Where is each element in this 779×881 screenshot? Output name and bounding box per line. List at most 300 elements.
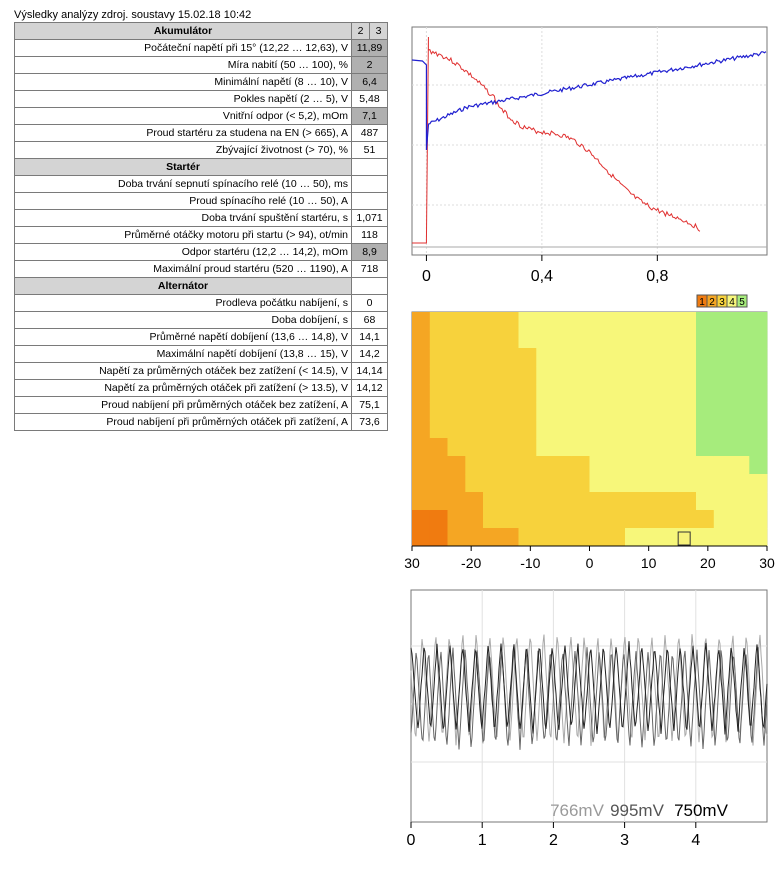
heatmap-cell (661, 456, 679, 474)
heatmap-cell (696, 438, 714, 456)
heatmap-cell (643, 402, 661, 420)
heatmap-cell (661, 402, 679, 420)
heatmap-cell (430, 492, 448, 510)
heatmap-cell (714, 438, 732, 456)
heatmap-cell (430, 312, 448, 330)
heatmap-cell (643, 474, 661, 492)
x-tick-label: 0 (421, 268, 431, 285)
heatmap-cell (714, 510, 732, 528)
heatmap-cell (661, 510, 679, 528)
heatmap-cell (607, 384, 625, 402)
heatmap-cell (554, 312, 572, 330)
heatmap-cell (448, 474, 466, 492)
row-value: 14,2 (352, 346, 388, 363)
heatmap-cell (572, 456, 590, 474)
heatmap-cell (448, 420, 466, 438)
heatmap-cell (554, 456, 572, 474)
heatmap-cell (448, 366, 466, 384)
heatmap-cell (430, 420, 448, 438)
heatmap-cell (732, 348, 750, 366)
row-value (352, 176, 388, 193)
table-row (15, 295, 388, 312)
row-label: Vnitřní odpor (< 5,2), mOm (15, 108, 352, 125)
heatmap-cell (412, 330, 430, 348)
heatmap-cell (643, 528, 661, 546)
heatmap-cell (572, 402, 590, 420)
heatmap-cell (465, 330, 483, 348)
x-tick-label: 0 (406, 832, 416, 849)
table-row (15, 244, 388, 261)
heatmap-cell (678, 402, 696, 420)
x-tick-label: 10 (640, 555, 657, 571)
heatmap-cell (661, 348, 679, 366)
heatmap-cell (714, 528, 732, 546)
heatmap-cell (572, 528, 590, 546)
heatmap-cell (696, 528, 714, 546)
heatmap-cell (678, 492, 696, 510)
heatmap-cell (749, 528, 767, 546)
heatmap-cell (661, 330, 679, 348)
table-row (15, 397, 388, 414)
heatmap-cell (590, 528, 608, 546)
heatmap-cell (519, 330, 537, 348)
heatmap-cell (448, 492, 466, 510)
heatmap-cell (732, 456, 750, 474)
heatmap-cell (448, 384, 466, 402)
heatmap-cell (590, 330, 608, 348)
heatmap-cell (412, 312, 430, 330)
row-value: 2 (352, 57, 388, 74)
heatmap-cell (732, 384, 750, 402)
heatmap-cell (501, 312, 519, 330)
row-value: 118 (352, 227, 388, 244)
heatmap-cell (430, 528, 448, 546)
heatmap-cell (519, 528, 537, 546)
row-label: Zbývající životnost (> 70), % (15, 142, 352, 159)
heatmap-cell (501, 456, 519, 474)
row-value: 8,9 (352, 244, 388, 261)
heatmap-cell (678, 510, 696, 528)
heatmap-cell (732, 492, 750, 510)
section-header-row (15, 159, 388, 176)
table-row (15, 91, 388, 108)
heatmap-cell (749, 474, 767, 492)
heatmap-cell (678, 312, 696, 330)
heatmap-cell (501, 420, 519, 438)
heatmap-cell (536, 456, 554, 474)
chart-plot-area (412, 27, 767, 255)
heatmap-cell (465, 528, 483, 546)
row-label: Prodleva počátku nabíjení, s (15, 295, 352, 312)
row-value: 0 (352, 295, 388, 312)
heatmap-cell (519, 510, 537, 528)
heatmap-cell (412, 438, 430, 456)
heatmap-cell (696, 348, 714, 366)
heatmap-cell (448, 348, 466, 366)
heatmap-cell (749, 456, 767, 474)
heatmap-cell (714, 456, 732, 474)
heatmap-cell (625, 438, 643, 456)
heatmap-cell (643, 330, 661, 348)
heatmap-cell (483, 330, 501, 348)
row-label: Proud nabíjení při průměrných otáček bez zatížení, A (15, 397, 352, 414)
heatmap-cell (643, 366, 661, 384)
heatmap-cell (696, 330, 714, 348)
heatmap-cell (590, 312, 608, 330)
table-row (15, 108, 388, 125)
table-row (15, 261, 388, 278)
heatmap-cell (412, 402, 430, 420)
heatmap-cell (465, 456, 483, 474)
table-row (15, 414, 388, 431)
heatmap-cell (661, 438, 679, 456)
heatmap-cell (483, 402, 501, 420)
heatmap-cell (412, 384, 430, 402)
heatmap-cell (643, 492, 661, 510)
heatmap-cell (448, 528, 466, 546)
heatmap-cell (536, 474, 554, 492)
heatmap-cell (465, 348, 483, 366)
heatmap-cell (554, 510, 572, 528)
heatmap-cell (607, 366, 625, 384)
heatmap-cell (590, 492, 608, 510)
heatmap-cell (590, 510, 608, 528)
heatmap-cell (572, 438, 590, 456)
heatmap-cell (625, 456, 643, 474)
heatmap-cell (732, 330, 750, 348)
row-label: Průměrné otáčky motoru při startu (> 94), ot/min (15, 227, 352, 244)
heatmap-cell (749, 366, 767, 384)
oscillogram-chart (405, 588, 779, 851)
heatmap-cell (536, 384, 554, 402)
heatmap-cell (501, 438, 519, 456)
row-value: 718 (352, 261, 388, 278)
heatmap-cell (732, 366, 750, 384)
heatmap-cell (643, 420, 661, 438)
heatmap-cell (714, 312, 732, 330)
heatmap-cell (643, 384, 661, 402)
heatmap-cell (501, 528, 519, 546)
heatmap-cell (732, 420, 750, 438)
heatmap-cell (519, 384, 537, 402)
heatmap-cell (590, 366, 608, 384)
row-value: 75,1 (352, 397, 388, 414)
heatmap-cell (732, 402, 750, 420)
row-value (352, 193, 388, 210)
heatmap-cell (590, 384, 608, 402)
heatmap-cell (536, 492, 554, 510)
heatmap-cell (572, 474, 590, 492)
heatmap-cell (732, 510, 750, 528)
heatmap-cell (696, 402, 714, 420)
heatmap-cell (465, 438, 483, 456)
table-row (15, 193, 388, 210)
heatmap-cell (696, 492, 714, 510)
heatmap-cell (536, 510, 554, 528)
table-header-row (15, 23, 388, 40)
heatmap-cell (749, 312, 767, 330)
row-label: Doba trvání sepnutí spínacího relé (10 … 50), ms (15, 176, 352, 193)
heatmap-cell (625, 510, 643, 528)
table-row (15, 380, 388, 397)
heatmap-cell (678, 348, 696, 366)
legend-label: 5 (739, 297, 745, 308)
report-title: Výsledky analýzy zdroj. soustavy 15.02.18 10:42 (14, 9, 252, 21)
heatmap-cell (483, 456, 501, 474)
heatmap-cell (465, 384, 483, 402)
section-header: Startér (15, 159, 352, 176)
heatmap-cell (483, 492, 501, 510)
x-tick-label: 0,8 (646, 268, 669, 285)
heatmap-cell (572, 330, 590, 348)
heatmap-cell (572, 312, 590, 330)
heatmap-cell (430, 510, 448, 528)
heatmap-cell (412, 366, 430, 384)
x-tick-label: 4 (691, 832, 701, 849)
voltage-readout: 995mV (610, 801, 664, 820)
heatmap-cell (732, 528, 750, 546)
heatmap-cell (554, 330, 572, 348)
heatmap-cell (661, 492, 679, 510)
heatmap-cell (483, 510, 501, 528)
row-label: Minimální napětí (8 … 10), V (15, 74, 352, 91)
heatmap-cell (536, 402, 554, 420)
x-tick-label: -10 (520, 555, 541, 571)
heatmap-cell (661, 474, 679, 492)
table-row (15, 210, 388, 227)
x-tick-label: 2 (548, 832, 558, 849)
row-value: 73,6 (352, 414, 388, 431)
table-row (15, 346, 388, 363)
row-label: Proud startéru za studena na EN (> 665), A (15, 125, 352, 142)
current-point-marker (678, 532, 690, 545)
starter-curve-chart (410, 25, 779, 285)
heatmap-cell (430, 330, 448, 348)
heatmap-cell (607, 492, 625, 510)
heatmap-cell (465, 312, 483, 330)
heatmap-cell (465, 402, 483, 420)
heatmap-cell (430, 456, 448, 474)
row-value: 1,071 (352, 210, 388, 227)
heatmap-cell (625, 312, 643, 330)
alternator-heatmap (404, 293, 779, 576)
heatmap-cell (625, 348, 643, 366)
x-tick-label: -20 (461, 555, 482, 571)
heatmap-cell (412, 420, 430, 438)
heatmap-cell (483, 312, 501, 330)
heatmap-cell (519, 348, 537, 366)
heatmap-cell (590, 348, 608, 366)
heatmap-cell (749, 492, 767, 510)
row-value: 6,4 (352, 74, 388, 91)
row-label: Průměrné napětí dobíjení (13,6 … 14,8), V (15, 329, 352, 346)
heatmap-cell (607, 510, 625, 528)
heatmap-cell (448, 312, 466, 330)
voltage-readout: 766mV (550, 801, 604, 820)
heatmap-cell (732, 438, 750, 456)
heatmap-cell (714, 492, 732, 510)
heatmap-cell (465, 366, 483, 384)
heatmap-cell (412, 348, 430, 366)
heatmap-cell (483, 420, 501, 438)
heatmap-cell (696, 510, 714, 528)
heatmap-cell (465, 474, 483, 492)
heatmap-cell (590, 438, 608, 456)
heatmap-cell (714, 420, 732, 438)
heatmap-cell (448, 438, 466, 456)
heatmap-cell (519, 474, 537, 492)
heatmap-cell (590, 456, 608, 474)
heatmap-cell (448, 510, 466, 528)
heatmap-cell (483, 366, 501, 384)
heatmap-cell (643, 456, 661, 474)
voltage-readout: 750mV (674, 801, 728, 820)
heatmap-cell (554, 348, 572, 366)
legend-label: 1 (699, 297, 705, 308)
table-row (15, 142, 388, 159)
heatmap-cell (483, 474, 501, 492)
heatmap-cell (678, 366, 696, 384)
heatmap-cell (501, 366, 519, 384)
x-tick-label: 20 (700, 555, 716, 571)
heatmap-cell (625, 330, 643, 348)
heatmap-cell (554, 492, 572, 510)
heatmap-cell (696, 384, 714, 402)
heatmap-cell (625, 420, 643, 438)
heatmap-cell (678, 438, 696, 456)
row-label: Doba dobíjení, s (15, 312, 352, 329)
heatmap-cell (430, 348, 448, 366)
heatmap-cell (607, 420, 625, 438)
heatmap-cell (696, 456, 714, 474)
heatmap-cell (430, 438, 448, 456)
row-value: 14,1 (352, 329, 388, 346)
row-value: 51 (352, 142, 388, 159)
heatmap-cell (678, 474, 696, 492)
heatmap-cell (678, 420, 696, 438)
heatmap-cell (714, 330, 732, 348)
table-row (15, 40, 388, 57)
heatmap-cell (732, 312, 750, 330)
heatmap-cell (572, 348, 590, 366)
heatmap-cell (412, 492, 430, 510)
heatmap-cell (625, 402, 643, 420)
heatmap-cell (661, 528, 679, 546)
table-row (15, 74, 388, 91)
heatmap-cell (536, 528, 554, 546)
row-value: 14,14 (352, 363, 388, 380)
heatmap-cell (430, 402, 448, 420)
heatmap-cell (572, 384, 590, 402)
row-label: Napětí za průměrných otáček bez zatížení (< 14.5), V (15, 363, 352, 380)
heatmap-cell (501, 330, 519, 348)
heatmap-cell (554, 438, 572, 456)
heatmap-cell (483, 348, 501, 366)
heatmap-cell (554, 528, 572, 546)
row-label: Doba trvání spuštění startéru, s (15, 210, 352, 227)
row-value: 487 (352, 125, 388, 142)
column-header: 3 (370, 23, 388, 40)
heatmap-cell (643, 510, 661, 528)
heatmap-cell (554, 420, 572, 438)
heatmap-cell (590, 474, 608, 492)
heatmap-cell (749, 438, 767, 456)
legend-label: 4 (729, 297, 735, 308)
heatmap-cell (678, 384, 696, 402)
heatmap-cell (554, 366, 572, 384)
heatmap-cell (519, 366, 537, 384)
section-header-row (15, 278, 388, 295)
heatmap-cell (607, 402, 625, 420)
heatmap-cell (696, 420, 714, 438)
heatmap-cell (572, 510, 590, 528)
heatmap-cell (749, 384, 767, 402)
heatmap-cell (696, 474, 714, 492)
heatmap-cell (536, 420, 554, 438)
heatmap-cell (696, 312, 714, 330)
heatmap-cell (749, 402, 767, 420)
table-row (15, 227, 388, 244)
row-value: 5,48 (352, 91, 388, 108)
heatmap-cell (430, 366, 448, 384)
heatmap-cell (643, 312, 661, 330)
heatmap-cell (661, 312, 679, 330)
heatmap-cell (448, 330, 466, 348)
heatmap-cell (483, 528, 501, 546)
row-value: 7,1 (352, 108, 388, 125)
heatmap-cell (714, 348, 732, 366)
heatmap-cell (607, 312, 625, 330)
heatmap-cell (625, 474, 643, 492)
heatmap-cell (536, 312, 554, 330)
heatmap-cell (519, 402, 537, 420)
heatmap-cell (607, 528, 625, 546)
heatmap-cell (661, 420, 679, 438)
heatmap-cell (572, 492, 590, 510)
heatmap-cell (412, 474, 430, 492)
row-label: Odpor startéru (12,2 … 14,2), mOm (15, 244, 352, 261)
heatmap-cell (714, 384, 732, 402)
heatmap-cell (625, 384, 643, 402)
heatmap-cell (501, 384, 519, 402)
heatmap-cell (590, 402, 608, 420)
heatmap-cell (572, 366, 590, 384)
row-label: Počáteční napětí při 15° (12,22 … 12,63), V (15, 40, 352, 57)
heatmap-cell (554, 384, 572, 402)
section-header: Alternátor (15, 278, 352, 295)
heatmap-cell (430, 384, 448, 402)
heatmap-cell (412, 528, 430, 546)
row-label: Napětí za průměrných otáček při zatížení (> 13.5), V (15, 380, 352, 397)
row-label: Pokles napětí (2 … 5), V (15, 91, 352, 108)
x-tick-label: 30 (759, 555, 775, 571)
heatmap-cell (430, 474, 448, 492)
row-label: Maximální napětí dobíjení (13,8 … 15), V (15, 346, 352, 363)
heatmap-cell (519, 312, 537, 330)
heatmap-cell (607, 330, 625, 348)
heatmap-cell (501, 348, 519, 366)
heatmap-cell (519, 456, 537, 474)
heatmap-cell (625, 528, 643, 546)
heatmap-cell (412, 456, 430, 474)
heatmap-cell (519, 420, 537, 438)
row-value: 11,89 (352, 40, 388, 57)
heatmap-cell (501, 492, 519, 510)
heatmap-cell (448, 456, 466, 474)
heatmap-cell (625, 492, 643, 510)
x-tick-label: 3 (620, 832, 630, 849)
section-header: Akumulátor (15, 23, 352, 40)
